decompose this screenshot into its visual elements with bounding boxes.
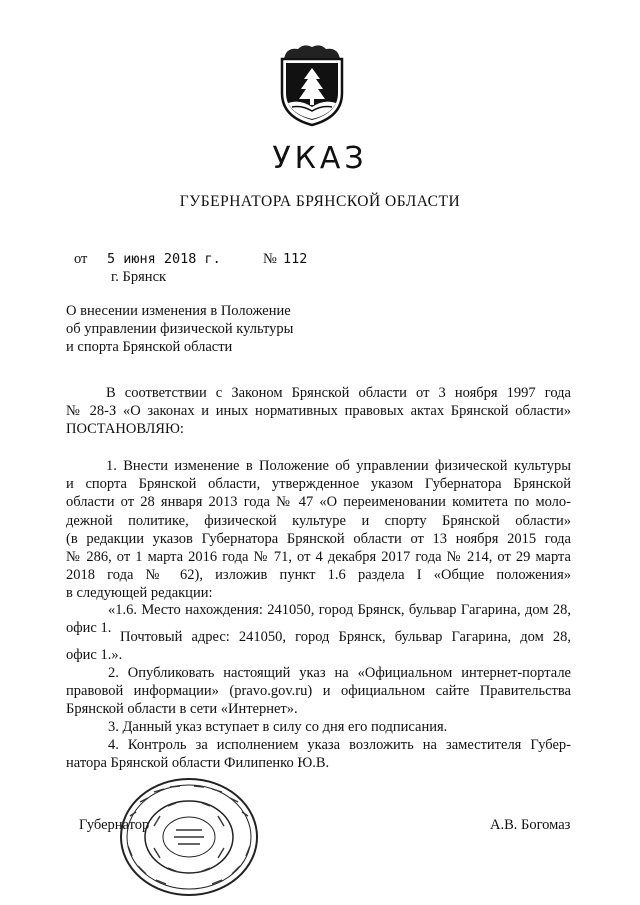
text-line: В соответствии с Законом Брянской области от 3 ноября 1997 года <box>106 385 571 401</box>
text-line: № 286, от 1 марта 2016 года № 71, от 4 декабря 2017 года № 214, от 29 марта <box>66 549 571 566</box>
text-line: дежной политике, физической культуре и спорту Брянской области» <box>66 512 571 529</box>
preamble-paragraph <box>66 384 571 439</box>
text-line: «1.6. Место нахождения: 241050, город Брянск, бульвар Гагарина, дом 28, <box>108 602 571 618</box>
decree-number: 112 <box>283 251 308 267</box>
number-label: № <box>263 251 277 267</box>
decree-date: 5 июня 2018 г. <box>107 251 221 267</box>
item-2-paragraph <box>66 664 571 719</box>
decree-subject <box>66 302 293 356</box>
text-line: ПОСТАНОВЛЯЮ: <box>66 421 184 438</box>
subject-line: об управлении физической культуры <box>66 321 294 337</box>
signer-name: А.В. Богомаз <box>490 817 571 833</box>
document-type-title: УКАЗ <box>272 141 368 176</box>
text-line: Брянской области в сети «Интернет». <box>66 701 298 718</box>
text-line: 4. Контроль за исполнением указа возложить на заместителя Губер- <box>108 737 571 753</box>
text-line: 1. Внести изменение в Положение об управлении физической культуры <box>106 458 571 474</box>
text-line: натора Брянской области Филипенко Ю.В. <box>66 755 330 772</box>
item-4-paragraph <box>66 736 571 772</box>
item-3-paragraph <box>66 718 571 736</box>
office-stamp <box>118 776 260 898</box>
text-line: и спорта Брянской области, утвержденное указом Губернатора Брянской <box>66 476 571 493</box>
text-line: Почтовый адрес: 241050, город Брянск, бульвар Гагарина, дом 28, <box>120 629 571 645</box>
text-line: области от 28 января 2013 года № 47 «О переименовании комитета по моло- <box>66 494 571 511</box>
quote-postal-paragraph <box>66 628 571 664</box>
text-line: офис 1.». <box>66 647 123 664</box>
text-line: правовой информации» (pravo.gov.ru) и официальном сайте Правительства <box>66 683 571 700</box>
item-1-paragraph <box>66 457 571 603</box>
text-line: (в редакции указов Губернатора Брянской области от 13 ноября 2015 года <box>66 530 571 547</box>
subject-line: О внесении изменения в Положение <box>66 303 291 319</box>
issue-city: г. Брянск <box>111 269 167 285</box>
text-line: в следующей редакции: <box>66 585 213 602</box>
issuer-title: ГУБЕРНАТОРА БРЯНСКОЙ ОБЛАСТИ <box>179 193 461 210</box>
subject-line: и спорта Брянской области <box>66 339 233 355</box>
coat-of-arms-emblem <box>274 41 350 129</box>
text-line: офис 1. <box>66 620 112 637</box>
text-line: 2. Опубликовать настоящий указ на «Официальном интернет-портале <box>108 665 571 681</box>
text-line: № 28-З «О законах и иных нормативных правовых актах Брянской области» <box>66 403 571 420</box>
text-line: 3. Данный указ вступает в силу со дня его подписания. <box>108 719 448 735</box>
date-prefix: от <box>74 251 88 267</box>
signer-position: Губернатор <box>79 817 150 833</box>
text-line: 2018 года № 62), изложив пункт 1.6 раздела I «Общие положения» <box>66 567 571 584</box>
